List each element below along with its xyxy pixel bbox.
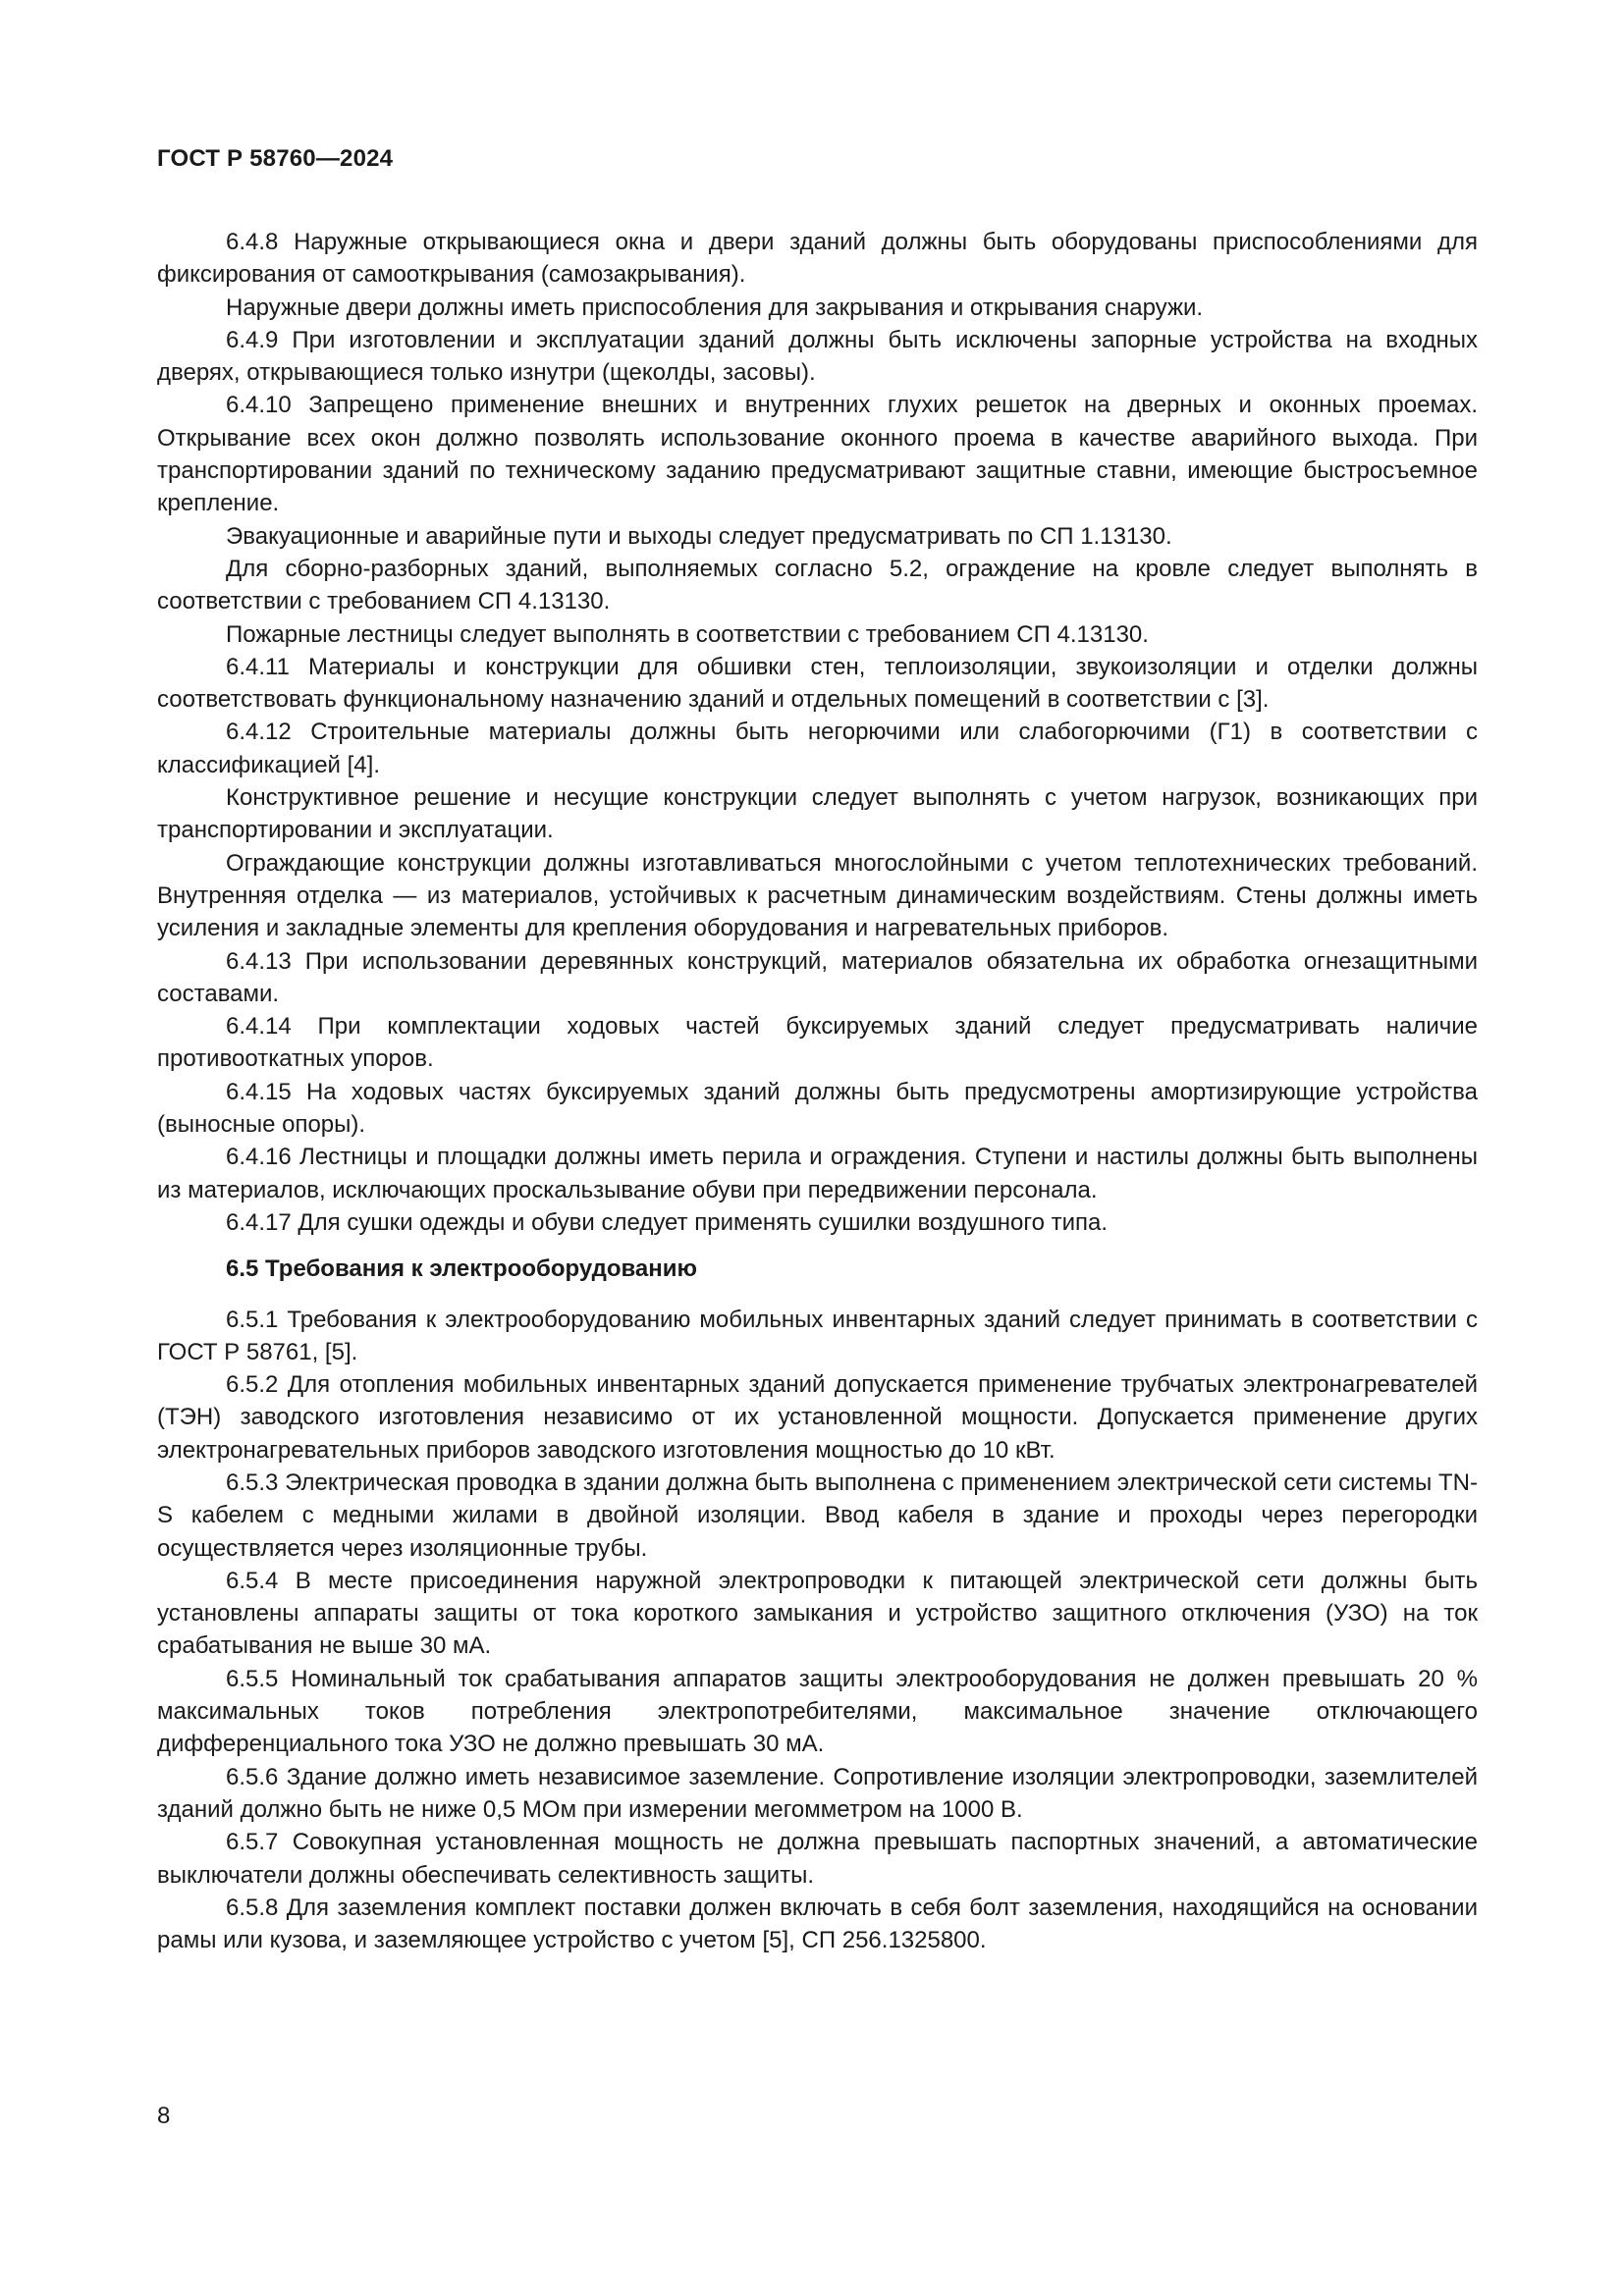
paragraph: Наружные двери должны иметь приспособления для закрывания и открывания снаружи. xyxy=(226,294,1204,321)
paragraph: 6.4.13 При использовании деревянных конструкций, материалов обязательна их обработка огнезащитными составами. xyxy=(157,947,1478,1007)
paragraph: 6.5.6 Здание должно иметь независимое заземление. Сопротивление изоляции электропроводки, заземлителей зданий должно быть не ниже 0,5 МОм при измерении мегомметром на 1000 В. xyxy=(157,1763,1478,1823)
page-number: 8 xyxy=(157,2103,171,2129)
paragraph: 6.5.2 Для отопления мобильных инвентарных зданий допускается применение трубчатых электронагревателей (ТЭН) заводского изготовления независимо от их установленной мощности. Допускается применение других электронагревательных приборов заводского изготовления мощностью до 10 кВт. xyxy=(157,1371,1478,1464)
paragraph: Пожарные лестницы следует выполнять в соответствии с требованием СП 4.13130. xyxy=(226,620,1149,648)
document-code-header: ГОСТ Р 58760—2024 xyxy=(157,145,394,172)
paragraph: 6.5.7 Совокупная установленная мощность не должна превышать паспортных значений, а автоматические выключатели должны обеспечивать селективность защиты. xyxy=(157,1829,1478,1889)
document-page xyxy=(157,0,1478,2296)
paragraph: 6.5.3 Электрическая проводка в здании должна быть выполнена с применением электрической сети системы TN-S кабелем с медными жилами в двойной изоляции. Ввод кабеля в здание и проходы через перегородки осуществляется через изоляционные трубы. xyxy=(157,1468,1478,1562)
paragraph: 6.4.12 Строительные материалы должны быть негорючими или слабогорючими (Г1) в соответствии с классификацией [4]. xyxy=(157,719,1478,778)
paragraph: Эвакуационные и аварийные пути и выходы следует предусматривать по СП 1.13130. xyxy=(226,522,1172,550)
paragraph: 6.5.1 Требования к электрооборудованию мобильных инвентарных зданий следует принимать в соответствии с ГОСТ Р 58761, [5]. xyxy=(157,1306,1478,1365)
paragraph: 6.4.8 Наружные открывающиеся окна и двери зданий должны быть оборудованы приспособлениями для фиксирования от самооткрывания (самозакрывания). xyxy=(157,229,1478,289)
paragraph: 6.4.17 Для сушки одежды и обуви следует применять сушилки воздушного типа. xyxy=(226,1208,1109,1236)
paragraph: 6.4.10 Запрещено применение внешних и внутренних глухих решеток на дверных и оконных проемах. Открывание всех окон должно позволять использование оконного проема в качестве аварийного выхода. При транспортировании зданий по техническому заданию предусматривают защитные ставни, имеющие быстросъемное крепление. xyxy=(157,392,1478,517)
paragraph: 6.4.15 На ходовых частях буксируемых зданий должны быть предусмотрены амортизирующие устройства (выносные опоры). xyxy=(157,1078,1478,1139)
paragraph: Конструктивное решение и несущие конструкции следует выполнять с учетом нагрузок, возникающих при транспортировании и эксплуатации. xyxy=(157,784,1478,844)
paragraph: 6.4.9 При изготовлении и эксплуатации зданий должны быть исключены запорные устройства на входных дверях, открывающиеся только изнутри (щеколды, засовы). xyxy=(157,326,1478,387)
paragraph: Для сборно-разборных зданий, выполняемых согласно 5.2, ограждение на кровле следует выполнять в соответствии с требованием СП 4.13130. xyxy=(157,555,1478,615)
document-body xyxy=(157,226,1478,1956)
paragraph: 6.4.14 При комплектации ходовых частей буксируемых зданий следует предусматривать наличие противооткатных упоров. xyxy=(157,1013,1478,1073)
paragraph: 6.5.5 Номинальный ток срабатывания аппаратов защиты электрооборудования не должен превышать 20 % максимальных токов потребления электропотребителями, максимальное значение отключающего дифференциального тока УЗО не должно превышать 30 мА. xyxy=(157,1665,1478,1758)
section-heading: 6.5 Требования к электрооборудованию xyxy=(226,1255,698,1283)
paragraph: 6.4.11 Материалы и конструкции для обшивки стен, теплоизоляции, звукоизоляции и отделки должны соответствовать функциональному назначению зданий и отдельных помещений в соответствии с [3]. xyxy=(157,653,1478,714)
paragraph: 6.5.4 В месте присоединения наружной электропроводки к питающей электрической сети должны быть установлены аппараты защиты от тока короткого замыкания и устройство защитного отключения (УЗО) на ток срабатывания не выше 30 мА. xyxy=(157,1567,1478,1660)
paragraph: 6.4.16 Лестницы и площадки должны иметь перила и ограждения. Ступени и настилы должны быть выполнены из материалов, исключающих проскальзывание обуви при передвижении персонала. xyxy=(157,1144,1478,1203)
paragraph: 6.5.8 Для заземления комплект поставки должен включать в себя болт заземления, находящийся на основании рамы или кузова, и заземляющее устройство с учетом [5], СП 256.1325800. xyxy=(157,1894,1478,1954)
paragraph: Ограждающие конструкции должны изготавливаться многослойными с учетом теплотехнических требований. Внутренняя отделка — из материалов, устойчивых к расчетным динамическим воздействиям. Стены должны иметь усиления и закладные элементы для крепления оборудования и нагревательных приборов. xyxy=(157,849,1478,942)
